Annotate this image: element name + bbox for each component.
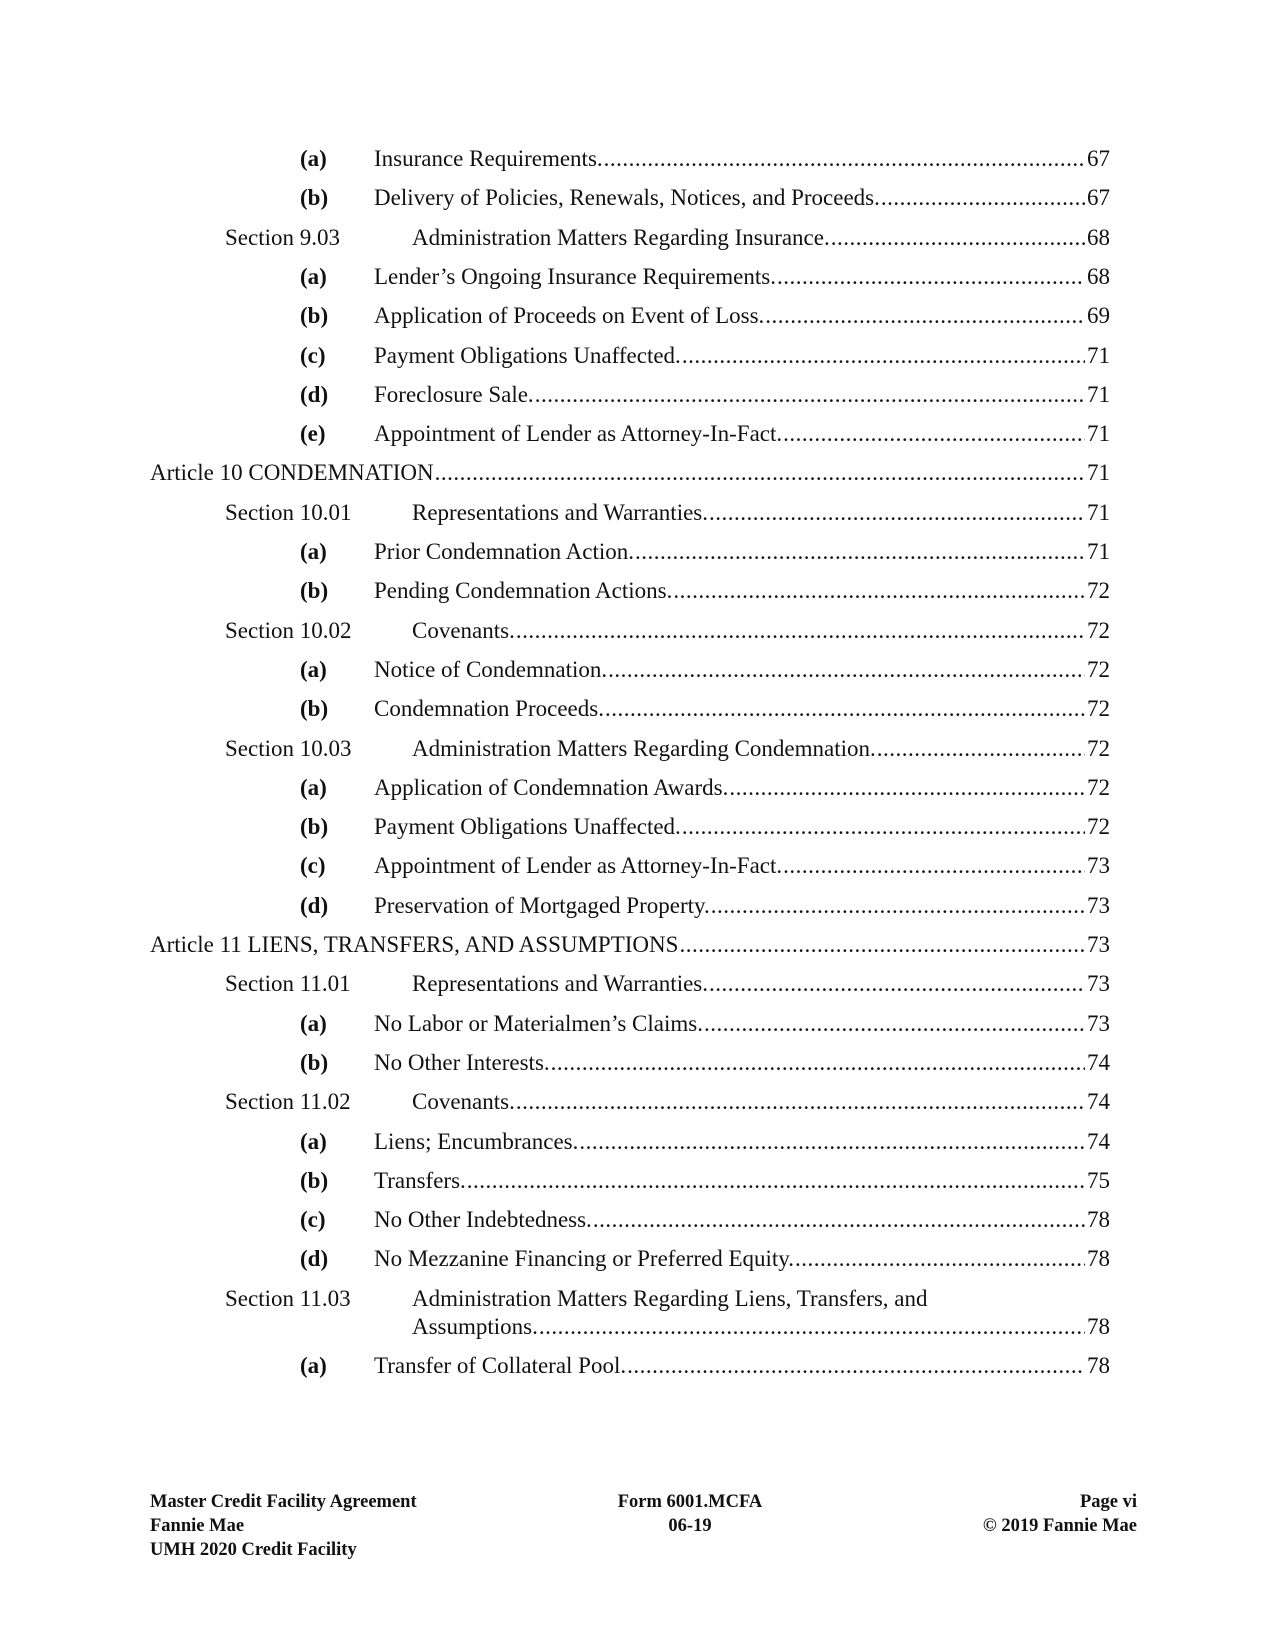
toc-entry-sub[interactable] bbox=[0, 1128, 1275, 1169]
toc-entry-number: (b) bbox=[300, 1167, 329, 1193]
dot-leader bbox=[709, 970, 1085, 997]
dot-leader bbox=[795, 1245, 1085, 1272]
toc-entry-title: Administration Matters Regarding Insurance. bbox=[412, 224, 830, 250]
toc-entry-section[interactable] bbox=[0, 970, 1275, 1011]
dot-leader bbox=[608, 656, 1085, 683]
toc-entry-line bbox=[412, 1313, 1110, 1340]
toc-entry-sub[interactable] bbox=[0, 145, 1275, 186]
toc-entry-sub[interactable] bbox=[0, 538, 1275, 579]
toc-entry-title: Representations and Warranties. bbox=[412, 971, 708, 997]
toc-entry-line bbox=[374, 420, 1110, 447]
toc-entry-line bbox=[374, 184, 1110, 211]
toc-page-number: 71 bbox=[1087, 539, 1110, 564]
toc-entry-line bbox=[374, 774, 1110, 801]
toc-entry-line bbox=[374, 263, 1110, 290]
toc-entry-sub[interactable] bbox=[0, 1167, 1275, 1208]
toc-entry-section[interactable] bbox=[0, 1285, 1275, 1353]
toc-entry-title: No Other Indebtedness. bbox=[374, 1207, 592, 1233]
toc-entry-line bbox=[374, 892, 1110, 919]
toc-entry-number: Section 10.01 bbox=[225, 499, 352, 525]
toc-page-number: 78 bbox=[1087, 1352, 1110, 1378]
toc-page-number: 73 bbox=[1087, 892, 1110, 918]
dot-leader bbox=[783, 420, 1085, 447]
toc-page-number: 73 bbox=[1087, 932, 1110, 957]
toc-page-number: 73 bbox=[1087, 853, 1110, 879]
dot-leader bbox=[881, 184, 1085, 211]
toc-entry-line bbox=[150, 459, 1110, 486]
dot-leader bbox=[783, 852, 1085, 879]
dot-leader bbox=[831, 224, 1085, 251]
toc-page-number: 78 bbox=[1087, 1207, 1110, 1233]
toc-entry-title: Pending Condemnation Actions. bbox=[374, 578, 673, 604]
toc-entry-title: Covenants. bbox=[412, 617, 515, 643]
toc-entry-title: Representations and Warranties. bbox=[412, 499, 708, 525]
toc-entry-section[interactable] bbox=[0, 499, 1275, 540]
toc-entry-line bbox=[412, 617, 1110, 644]
toc-entry-number: (d) bbox=[300, 381, 329, 407]
toc-entry-line bbox=[374, 577, 1110, 604]
toc-entry-sub[interactable] bbox=[0, 577, 1275, 618]
toc-page-number: 78 bbox=[1087, 1246, 1110, 1272]
toc-entry-sub[interactable] bbox=[0, 813, 1275, 854]
dot-leader bbox=[709, 499, 1085, 526]
footer-page-number: Page vi bbox=[1079, 1492, 1137, 1512]
toc-entry-line bbox=[374, 1128, 1110, 1155]
toc-entry-number: (b) bbox=[300, 185, 329, 211]
dot-leader bbox=[604, 145, 1085, 172]
toc-page-number: 72 bbox=[1087, 735, 1110, 761]
dot-leader bbox=[627, 1352, 1085, 1379]
toc-entry-sub[interactable] bbox=[0, 342, 1275, 383]
toc-entry-title-line1: Administration Matters Regarding Liens, Transfers, and bbox=[412, 1285, 928, 1311]
dot-leader bbox=[729, 774, 1085, 801]
toc-page-number: 73 bbox=[1087, 971, 1110, 997]
toc-entry-sub[interactable] bbox=[0, 695, 1275, 736]
toc-entry-sub[interactable] bbox=[0, 1206, 1275, 1247]
toc-entry-number: Section 11.02 bbox=[225, 1089, 351, 1115]
toc-entry-title: Administration Matters Regarding Condemnation. bbox=[412, 735, 876, 761]
toc-entry-line bbox=[374, 1049, 1110, 1076]
toc-entry-number: (a) bbox=[300, 263, 327, 289]
toc-entry-sub[interactable] bbox=[0, 774, 1275, 815]
toc-entry-number: Section 9.03 bbox=[225, 224, 340, 250]
toc-page-number: 71 bbox=[1087, 460, 1110, 486]
toc-entry-number: (c) bbox=[300, 853, 326, 879]
footer-form-date: 06-19 bbox=[668, 1516, 712, 1536]
toc-entry-line bbox=[412, 499, 1110, 526]
toc-entry-title: Article 10 CONDEMNATION bbox=[150, 460, 434, 486]
dot-leader bbox=[877, 735, 1085, 762]
toc-entry-title: Liens; Encumbrances. bbox=[374, 1128, 579, 1154]
toc-entry-title: Prior Condemnation Action. bbox=[374, 539, 635, 564]
dot-leader bbox=[535, 381, 1085, 408]
footer-company: Fannie Mae bbox=[150, 1516, 245, 1536]
toc-entry-line bbox=[374, 538, 1110, 565]
toc-entry-line bbox=[374, 852, 1110, 879]
toc-entry-section[interactable] bbox=[0, 1088, 1275, 1129]
toc-entry-line bbox=[374, 342, 1110, 369]
toc-entry-title: No Other Interests. bbox=[374, 1049, 550, 1075]
toc-entry-number: (a) bbox=[300, 1010, 327, 1036]
dot-leader bbox=[777, 263, 1085, 290]
toc-entry-number: (a) bbox=[300, 539, 327, 564]
dot-leader bbox=[593, 1206, 1085, 1233]
toc-page-number: 71 bbox=[1087, 381, 1110, 407]
toc-page-number: 71 bbox=[1087, 342, 1110, 368]
toc-entry-title: Payment Obligations Unaffected. bbox=[374, 342, 681, 368]
dot-leader bbox=[765, 302, 1085, 329]
toc-entry-line bbox=[374, 1352, 1110, 1379]
footer-form-number: Form 6001.MCFA bbox=[617, 1492, 763, 1512]
toc-page-number: 68 bbox=[1087, 263, 1110, 289]
toc-entry-number: (b) bbox=[300, 1049, 329, 1075]
toc-entry-number: (a) bbox=[300, 146, 327, 171]
toc-entry-title: Transfer of Collateral Pool. bbox=[374, 1352, 627, 1378]
toc-entry-number: (b) bbox=[300, 578, 329, 604]
toc-page-number: 74 bbox=[1087, 1049, 1110, 1075]
toc-entry-line bbox=[412, 1088, 1110, 1115]
toc-entry-title: Transfers. bbox=[374, 1167, 466, 1193]
toc-page-number: 68 bbox=[1087, 224, 1110, 250]
toc-entry-sub[interactable] bbox=[0, 656, 1275, 697]
toc-entry-sub[interactable] bbox=[0, 263, 1275, 304]
toc-entry-article[interactable] bbox=[0, 931, 1275, 972]
toc-page-number: 67 bbox=[1087, 185, 1110, 211]
toc-page-number: 72 bbox=[1087, 774, 1110, 800]
footer-agreement-title: Master Credit Facility Agreement bbox=[150, 1492, 417, 1512]
toc-entry-sub[interactable] bbox=[0, 1245, 1275, 1286]
toc-entry-article[interactable] bbox=[0, 459, 1275, 500]
toc-entry-title: Condemnation Proceeds. bbox=[374, 696, 604, 722]
toc-entry-line bbox=[412, 735, 1110, 762]
toc-entry-line bbox=[374, 302, 1110, 329]
toc-entry-line bbox=[412, 224, 1110, 251]
dot-leader bbox=[635, 538, 1085, 565]
toc-entry-line bbox=[150, 931, 1110, 958]
toc-entry-number: (a) bbox=[300, 1352, 327, 1378]
toc-entry-number: (a) bbox=[300, 656, 327, 682]
toc-entry-title: Application of Condemnation Awards. bbox=[374, 774, 729, 800]
dot-leader bbox=[704, 1010, 1085, 1037]
dot-leader bbox=[682, 342, 1085, 369]
toc-entry-section[interactable] bbox=[0, 735, 1275, 776]
toc-entry-title: Payment Obligations Unaffected. bbox=[374, 814, 681, 840]
toc-entry-sub[interactable] bbox=[0, 1049, 1275, 1090]
toc-entry-title: No Mezzanine Financing or Preferred Equity. bbox=[374, 1246, 795, 1272]
toc-entry-line bbox=[374, 381, 1110, 408]
toc-entry-line bbox=[374, 1245, 1110, 1272]
dot-leader bbox=[516, 617, 1085, 644]
toc-entry-number: (b) bbox=[300, 814, 329, 840]
toc-page-number: 71 bbox=[1087, 421, 1110, 447]
dot-leader bbox=[711, 892, 1085, 919]
toc-entry-number: Section 10.02 bbox=[225, 617, 352, 643]
toc-page-number: 74 bbox=[1087, 1128, 1110, 1154]
toc-entry-title: Foreclosure Sale. bbox=[374, 381, 534, 407]
dot-leader bbox=[539, 1313, 1085, 1340]
toc-entry-line bbox=[374, 145, 1110, 172]
toc-entry-number: Section 11.03 bbox=[225, 1285, 351, 1311]
toc-entry-number: Section 11.01 bbox=[225, 971, 351, 997]
toc-entry-number: (c) bbox=[300, 342, 326, 368]
toc-entry-number: (a) bbox=[300, 774, 327, 800]
dot-leader bbox=[435, 459, 1085, 486]
toc-entry-sub[interactable] bbox=[0, 892, 1275, 933]
toc-entry-title: Article 11 LIENS, TRANSFERS, AND ASSUMPTIONS bbox=[150, 932, 679, 957]
toc-entry-line bbox=[374, 813, 1110, 840]
toc-entry-sub[interactable] bbox=[0, 302, 1275, 343]
toc-entry-title: Covenants. bbox=[412, 1089, 515, 1115]
toc-entry-section[interactable] bbox=[0, 617, 1275, 658]
toc-entry-title: Insurance Requirements. bbox=[374, 146, 603, 171]
toc-entry-number: (b) bbox=[300, 696, 329, 722]
toc-page-number: 75 bbox=[1087, 1167, 1110, 1193]
toc-entry-title: Assumptions. bbox=[412, 1313, 538, 1339]
toc-page-number: 73 bbox=[1087, 1010, 1110, 1036]
toc-entry-number: Section 10.03 bbox=[225, 735, 352, 761]
toc-entry-line bbox=[374, 1167, 1110, 1194]
toc-page-number: 78 bbox=[1087, 1313, 1110, 1339]
toc-entry-number: (b) bbox=[300, 303, 329, 329]
toc-entry-number: (c) bbox=[300, 1207, 326, 1233]
toc-entry-title: No Labor or Materialmen’s Claims. bbox=[374, 1010, 703, 1036]
dot-leader bbox=[551, 1049, 1085, 1076]
toc-entry-section[interactable] bbox=[0, 224, 1275, 265]
toc-entry-number: (e) bbox=[300, 421, 326, 447]
toc-entry-title: Notice of Condemnation. bbox=[374, 656, 608, 682]
toc-page-number: 72 bbox=[1087, 617, 1110, 643]
dot-leader bbox=[516, 1088, 1085, 1115]
toc-entry-title: Application of Proceeds on Event of Loss. bbox=[374, 303, 765, 329]
dot-leader bbox=[682, 813, 1085, 840]
footer-right bbox=[983, 1490, 1137, 1538]
footer-copyright: © 2019 Fannie Mae bbox=[982, 1516, 1137, 1536]
dot-leader bbox=[467, 1167, 1085, 1194]
toc-page-number: 72 bbox=[1087, 656, 1110, 682]
toc-page-number: 72 bbox=[1087, 696, 1110, 722]
toc-page-number: 72 bbox=[1087, 578, 1110, 604]
toc-page-number: 69 bbox=[1087, 303, 1110, 329]
toc-entry-sub[interactable] bbox=[0, 381, 1275, 422]
dot-leader bbox=[679, 931, 1085, 958]
toc-entry-line bbox=[412, 970, 1110, 997]
toc-entry-title: Delivery of Policies, Renewals, Notices, and Proceeds. bbox=[374, 185, 880, 211]
toc-entry-sub[interactable] bbox=[0, 420, 1275, 461]
toc-entry-number: (d) bbox=[300, 1246, 329, 1272]
toc-entry-title: Appointment of Lender as Attorney-In-Fact. bbox=[374, 421, 783, 447]
footer-left bbox=[150, 1490, 417, 1562]
footer-center bbox=[540, 1490, 840, 1538]
toc-entry-title: Preservation of Mortgaged Property. bbox=[374, 892, 710, 918]
toc-page-number: 67 bbox=[1087, 146, 1110, 171]
toc-entry-sub[interactable] bbox=[0, 852, 1275, 893]
toc-entry-sub[interactable] bbox=[0, 1010, 1275, 1051]
toc-entry-line bbox=[374, 656, 1110, 683]
toc-entry-title: Appointment of Lender as Attorney-In-Fact. bbox=[374, 853, 783, 879]
footer-facility-name: UMH 2020 Credit Facility bbox=[150, 1540, 357, 1560]
toc-entry-sub[interactable] bbox=[0, 1352, 1275, 1393]
toc-entry-number: (d) bbox=[300, 892, 329, 918]
dot-leader bbox=[673, 577, 1085, 604]
toc-page-number: 72 bbox=[1087, 814, 1110, 840]
dot-leader bbox=[605, 695, 1085, 722]
toc-entry-sub[interactable] bbox=[0, 184, 1275, 225]
toc-entry-line bbox=[374, 1010, 1110, 1037]
toc-page-number: 71 bbox=[1087, 499, 1110, 525]
toc-entry-title: Lender’s Ongoing Insurance Requirements. bbox=[374, 263, 776, 289]
toc-entry-number: (a) bbox=[300, 1128, 327, 1154]
toc-entry-line bbox=[374, 695, 1110, 722]
toc-page-number: 74 bbox=[1087, 1089, 1110, 1115]
toc-entry-line bbox=[374, 1206, 1110, 1233]
dot-leader bbox=[579, 1128, 1085, 1155]
